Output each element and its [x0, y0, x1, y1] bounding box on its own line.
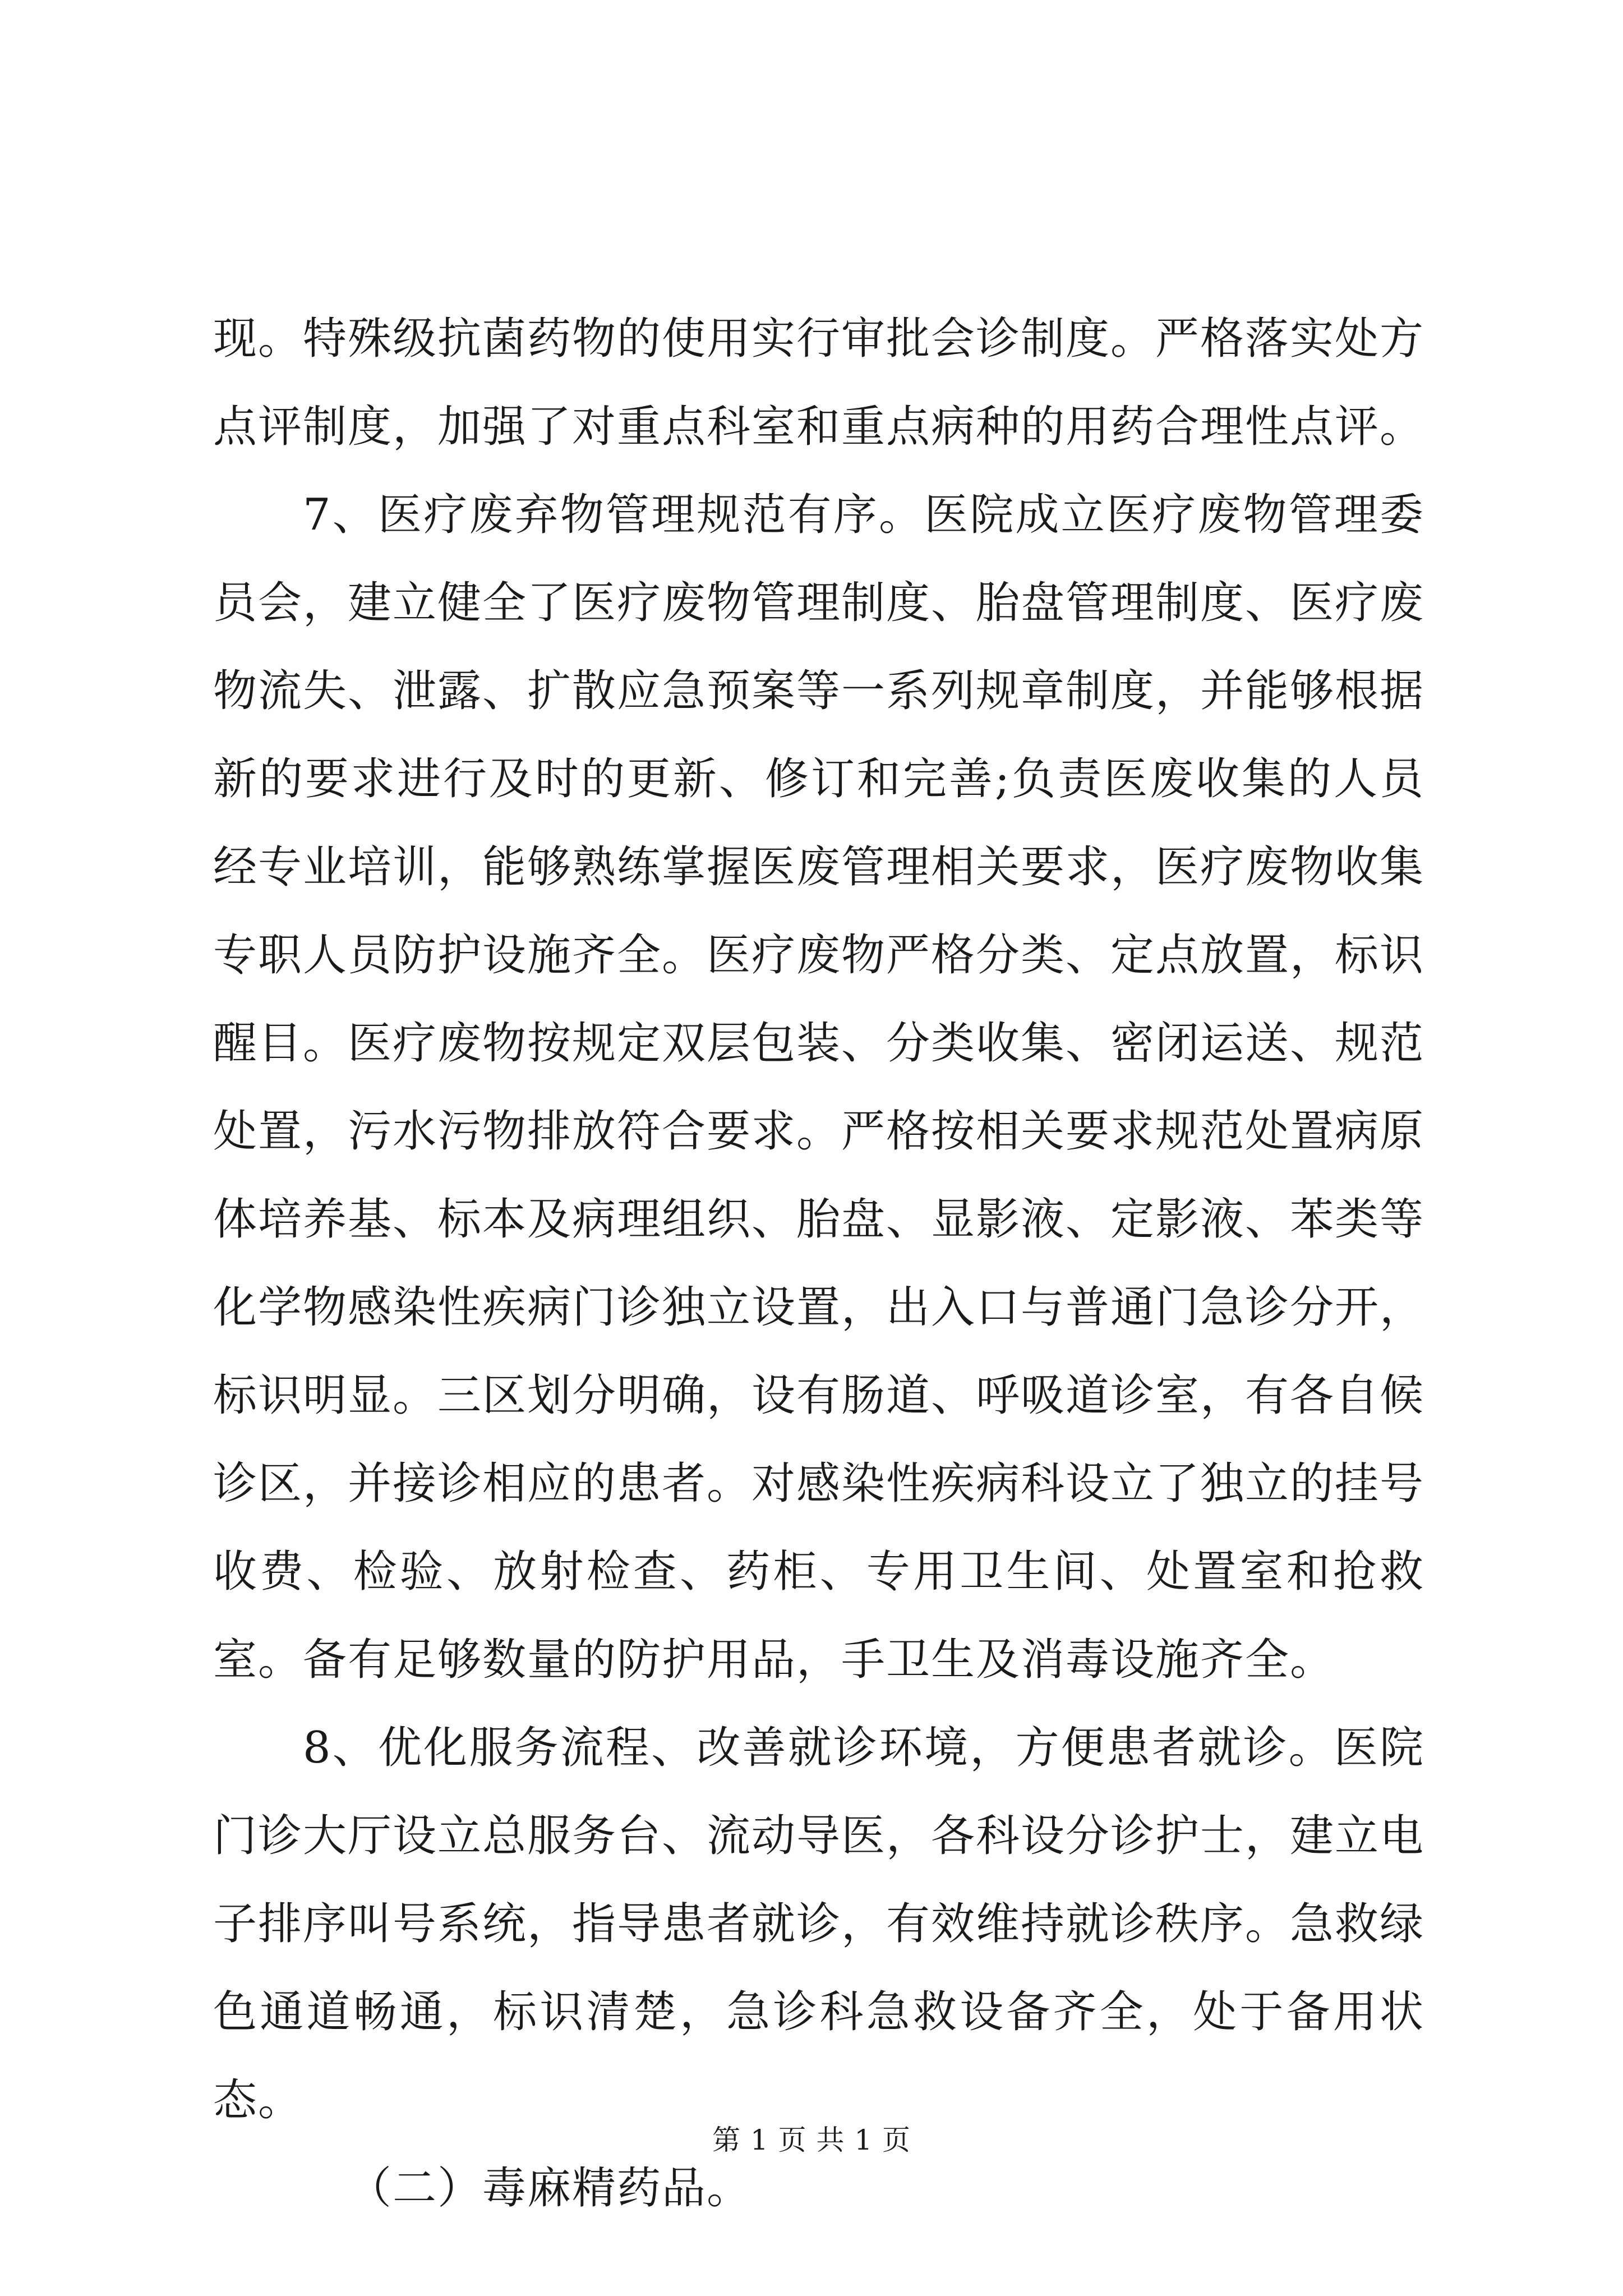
page-footer: 第 1 页 共 1 页: [712, 2124, 911, 2156]
paragraph-service-process: 8、优化服务流程、改善就诊环境，方便患者就诊。医院门诊大厅设立总服务台、流动导医，各科设分诊护士，建立电子排序叫号系统，指导患者就诊，有效维持就诊秩序。急救绿色通道畅通，标识清楚，急诊科急救设备齐全，处于备用状态。: [213, 1723, 1425, 2125]
document-body: [213, 295, 1424, 2233]
section-heading-narcotics: （二）毒麻精药品。: [348, 2163, 752, 2214]
paragraph-medical-waste: 7、医疗废弃物管理规范有序。医院成立医疗废物管理委员会，建立健全了医疗废物管理制度、胎盘管理制度、医疗废物流失、泄露、扩散应急预案等一系列规章制度，并能够根据新的要求进行及时的更新、修订和完善;负责医废收集的人员经专业培训，能够熟练掌握医废管理相关要求，医疗废物收集专职人员防护设施齐全。医疗废物严格分类、定点放置，标识醒目。医疗废物按规定双层包装、分类收集、密闭运送、规范处置，污水污物排放符合要求。严格按相关要求规范处置病原体培养基、标本及病理组织、胎盘、显影液、定影液、苯类等化学物感染性疾病门诊独立设置，出入口与普通门急诊分开，标识明显。三区划分明确，设有肠道、呼吸道诊室，有各自候诊区，并接诊相应的患者。对感染性疾病科设立了独立的挂号收费、检验、放射检查、药柜、专用卫生间、处置室和抢救室。备有足够数量的防护用品，手卫生及消毒设施齐全。: [213, 490, 1425, 1685]
paragraph-continuation: 现。特殊级抗菌药物的使用实行审批会诊制度。严格落实处方点评制度，加强了对重点科室和重点病种的用药合理性点评。: [213, 314, 1425, 452]
